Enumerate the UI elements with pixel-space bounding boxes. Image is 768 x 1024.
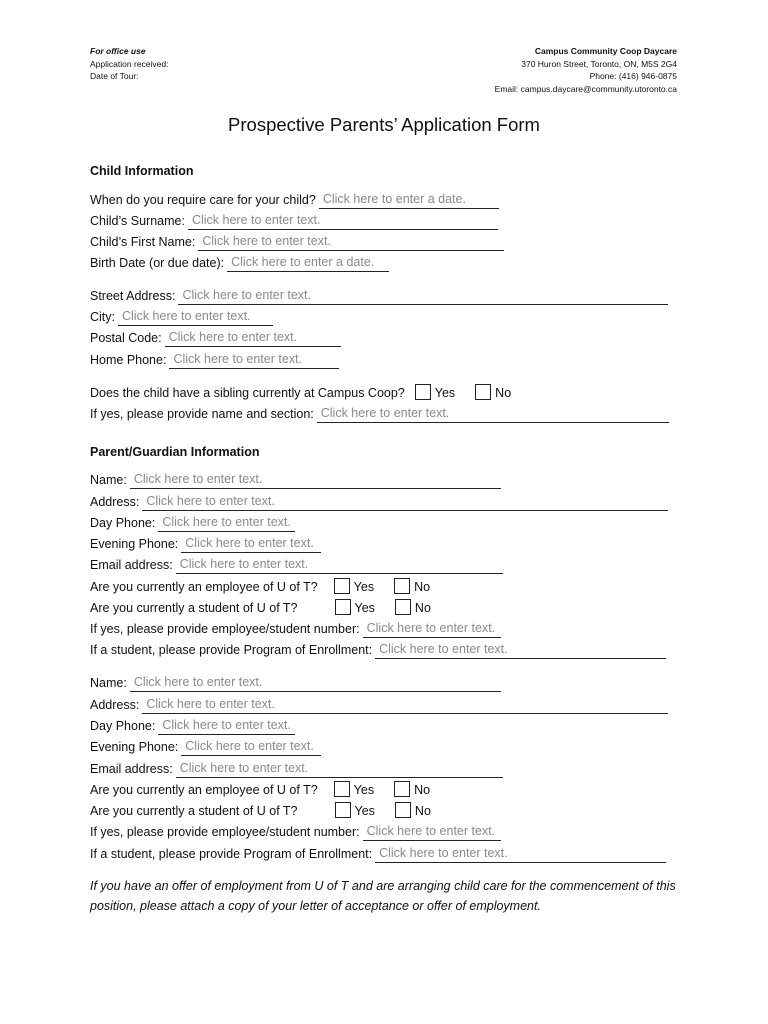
parent1-program-row bbox=[90, 639, 666, 659]
postal-code-field[interactable]: Click here to enter text. bbox=[165, 329, 341, 347]
parent1-employee-yes-option[interactable] bbox=[334, 578, 374, 596]
postal-code-label: Postal Code: bbox=[90, 331, 162, 345]
home-phone-field[interactable]: Click here to enter text. bbox=[169, 351, 339, 369]
parent1-email-field[interactable]: Click here to enter text. bbox=[176, 556, 503, 574]
parent1-program-label: If a student, please provide Program of Enrollment: bbox=[90, 643, 373, 657]
sibling-yes-checkbox[interactable] bbox=[415, 384, 431, 400]
parent2-student-yes-label: Yes bbox=[354, 804, 375, 818]
parent2-employee-no-label: No bbox=[414, 783, 431, 797]
organization-phone: Phone: (416) 946-0875 bbox=[589, 71, 677, 81]
employment-offer-note: If you have an offer of employment from U of T and are arranging child care for the commencement of this position, please attach a copy of your letter of acceptance or offer of employment. bbox=[90, 879, 676, 913]
parent2-number-field[interactable]: Click here to enter text. bbox=[363, 823, 501, 841]
parent1-employee-row bbox=[90, 576, 430, 596]
sibling-name-field[interactable]: Click here to enter text. bbox=[317, 405, 669, 423]
sibling-yes-label: Yes bbox=[434, 386, 456, 400]
parent1-day-phone-label: Day Phone: bbox=[90, 516, 156, 530]
street-address-row bbox=[90, 285, 668, 305]
first-name-field[interactable]: Click here to enter text. bbox=[198, 233, 504, 251]
birth-date-field[interactable]: Click here to enter a date. bbox=[227, 254, 389, 272]
organization-address: 370 Huron Street, Toronto, ON, M5S 2G4 bbox=[521, 58, 677, 69]
parent2-employee-row bbox=[90, 779, 430, 799]
parent2-employee-yes-label: Yes bbox=[353, 783, 375, 797]
parent1-name-field[interactable]: Click here to enter text. bbox=[130, 471, 501, 489]
parent1-number-row bbox=[90, 618, 501, 638]
parent2-address-field[interactable]: Click here to enter text. bbox=[142, 696, 668, 714]
parent2-program-field[interactable]: Click here to enter text. bbox=[375, 845, 666, 863]
sibling-yes-option[interactable] bbox=[415, 384, 455, 402]
postal-code-row bbox=[90, 327, 341, 347]
parent1-name-row bbox=[90, 469, 501, 489]
parent2-number-row bbox=[90, 821, 501, 841]
parent1-evening-phone-row bbox=[90, 533, 321, 553]
parent1-program-field[interactable]: Click here to enter text. bbox=[375, 641, 666, 659]
parent1-employee-no-option[interactable] bbox=[394, 578, 430, 596]
parent2-program-row bbox=[90, 843, 666, 863]
parent2-student-no-checkbox[interactable] bbox=[395, 802, 411, 818]
parent2-day-phone-row bbox=[90, 715, 295, 735]
city-row bbox=[90, 306, 273, 326]
parent1-employee-no-checkbox[interactable] bbox=[394, 578, 410, 594]
parent2-email-label: Email address: bbox=[90, 762, 173, 776]
parent2-employee-no-option[interactable] bbox=[394, 781, 430, 799]
parent1-address-row bbox=[90, 491, 668, 511]
sibling-name-row bbox=[90, 403, 669, 423]
parent1-student-row bbox=[90, 597, 431, 617]
date-of-tour-label: Date of Tour: bbox=[90, 71, 139, 81]
parent2-email-field[interactable]: Click here to enter text. bbox=[176, 760, 503, 778]
parent1-student-yes-option[interactable] bbox=[335, 599, 375, 617]
parent-information-heading: Parent/Guardian Information bbox=[90, 445, 260, 459]
parent1-student-no-option[interactable] bbox=[395, 599, 431, 617]
parent1-number-field[interactable]: Click here to enter text. bbox=[363, 620, 501, 638]
parent1-student-yes-checkbox[interactable] bbox=[335, 599, 351, 615]
parent1-employee-label: Are you currently an employee of U of T? bbox=[90, 580, 318, 594]
parent2-student-label: Are you currently a student of U of T? bbox=[90, 804, 298, 818]
parent1-student-no-label: No bbox=[414, 601, 431, 615]
care-date-label: When do you require care for your child? bbox=[90, 193, 316, 207]
parent1-evening-phone-field[interactable]: Click here to enter text. bbox=[181, 535, 321, 553]
parent2-employee-label: Are you currently an employee of U of T? bbox=[90, 783, 318, 797]
sibling-name-label: If yes, please provide name and section: bbox=[90, 407, 314, 421]
sibling-question-row bbox=[90, 382, 511, 402]
birth-date-label: Birth Date (or due date): bbox=[90, 256, 225, 270]
parent2-address-label: Address: bbox=[90, 698, 140, 712]
sibling-no-label: No bbox=[495, 386, 512, 400]
organization-name: Campus Community Coop Daycare bbox=[534, 46, 677, 56]
city-field[interactable]: Click here to enter text. bbox=[118, 308, 273, 326]
child-information-heading: Child Information bbox=[90, 164, 194, 178]
parent2-day-phone-label: Day Phone: bbox=[90, 719, 156, 733]
office-use-block bbox=[90, 45, 168, 83]
first-name-label: Child’s First Name: bbox=[90, 235, 196, 249]
parent2-student-row bbox=[90, 800, 431, 820]
parent1-name-label: Name: bbox=[90, 473, 127, 487]
city-label: City: bbox=[90, 310, 115, 324]
parent2-employee-yes-checkbox[interactable] bbox=[334, 781, 350, 797]
parent2-evening-phone-label: Evening Phone: bbox=[90, 740, 179, 754]
parent2-student-yes-option[interactable] bbox=[335, 802, 375, 820]
first-name-row bbox=[90, 231, 504, 251]
parent2-day-phone-field[interactable]: Click here to enter text. bbox=[158, 717, 295, 735]
sibling-no-checkbox[interactable] bbox=[475, 384, 491, 400]
parent1-email-label: Email address: bbox=[90, 558, 173, 572]
surname-row bbox=[90, 210, 498, 230]
parent2-address-row bbox=[90, 694, 668, 714]
parent1-evening-phone-label: Evening Phone: bbox=[90, 537, 179, 551]
parent2-email-row bbox=[90, 758, 503, 778]
parent2-student-no-label: No bbox=[414, 804, 431, 818]
sibling-no-option[interactable] bbox=[475, 384, 511, 402]
surname-field[interactable]: Click here to enter text. bbox=[188, 212, 498, 230]
care-date-row bbox=[90, 189, 499, 209]
organization-email: Email: campus.daycare@community.utoronto.ca bbox=[494, 83, 677, 94]
home-phone-label: Home Phone: bbox=[90, 353, 167, 367]
surname-label: Child’s Surname: bbox=[90, 214, 185, 228]
parent2-name-label: Name: bbox=[90, 676, 127, 690]
parent2-student-yes-checkbox[interactable] bbox=[335, 802, 351, 818]
parent1-employee-yes-checkbox[interactable] bbox=[334, 578, 350, 594]
parent2-name-row bbox=[90, 672, 501, 692]
organization-block bbox=[495, 45, 677, 95]
parent1-day-phone-row bbox=[90, 512, 295, 532]
parent1-student-label: Are you currently a student of U of T? bbox=[90, 601, 298, 615]
parent1-day-phone-field[interactable]: Click here to enter text. bbox=[158, 514, 295, 532]
parent2-evening-phone-row bbox=[90, 736, 321, 756]
parent1-student-no-checkbox[interactable] bbox=[395, 599, 411, 615]
page-title: Prospective Parents’ Application Form bbox=[228, 114, 540, 135]
application-received-label: Application received: bbox=[90, 58, 169, 69]
parent2-program-label: If a student, please provide Program of Enrollment: bbox=[90, 847, 373, 861]
birth-date-row bbox=[90, 252, 389, 272]
street-address-label: Street Address: bbox=[90, 289, 176, 303]
parent2-employee-yes-option[interactable] bbox=[334, 781, 374, 799]
parent2-employee-no-checkbox[interactable] bbox=[394, 781, 410, 797]
office-use-title: For office use bbox=[90, 46, 146, 56]
parent1-email-row bbox=[90, 554, 503, 574]
parent1-number-label: If yes, please provide employee/student number: bbox=[90, 622, 360, 636]
parent2-student-no-option[interactable] bbox=[395, 802, 431, 820]
parent1-employee-no-label: No bbox=[414, 580, 431, 594]
parent1-student-yes-label: Yes bbox=[354, 601, 375, 615]
parent2-number-label: If yes, please provide employee/student number: bbox=[90, 825, 360, 839]
home-phone-row bbox=[90, 349, 339, 369]
parent1-employee-yes-label: Yes bbox=[353, 580, 375, 594]
parent1-address-label: Address: bbox=[90, 495, 140, 509]
sibling-question-label: Does the child have a sibling currently at Campus Coop? bbox=[90, 386, 405, 400]
parent2-evening-phone-field[interactable]: Click here to enter text. bbox=[181, 738, 321, 756]
parent2-name-field[interactable]: Click here to enter text. bbox=[130, 674, 501, 692]
parent1-address-field[interactable]: Click here to enter text. bbox=[142, 493, 668, 511]
care-date-field[interactable]: Click here to enter a date. bbox=[319, 191, 499, 209]
street-address-field[interactable]: Click here to enter text. bbox=[178, 287, 668, 305]
